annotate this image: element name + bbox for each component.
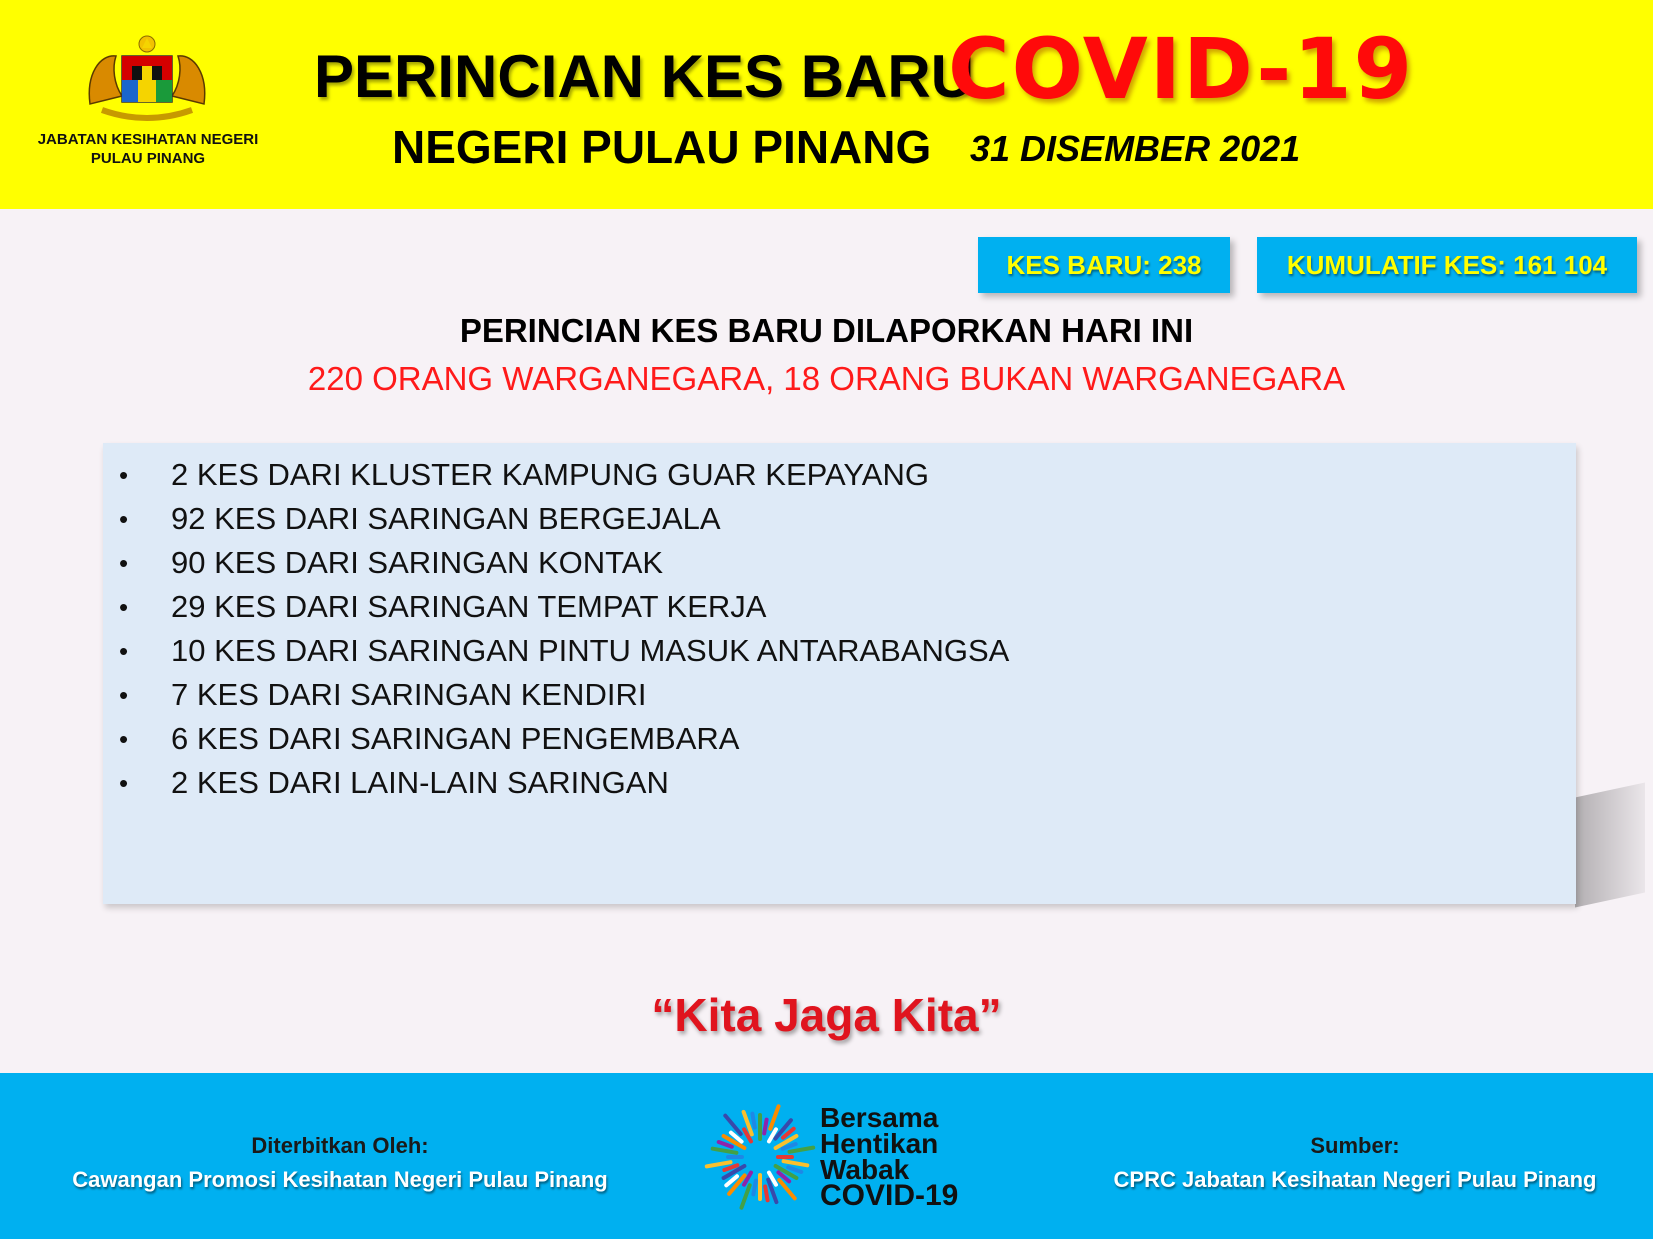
campaign-logo-text xyxy=(820,1102,959,1212)
state-title: NEGERI PULAU PINANG xyxy=(392,121,932,173)
case-text: 2 KES DARI LAIN-LAIN SARINGAN xyxy=(171,765,669,800)
header-banner xyxy=(0,0,1653,209)
case-text: 29 KES DARI SARINGAN TEMPAT KERJA xyxy=(171,589,767,624)
list-item xyxy=(103,497,1576,541)
burst-ray xyxy=(753,1181,755,1195)
case-details-box xyxy=(103,443,1576,904)
burst-ray xyxy=(719,1142,732,1147)
published-label: Diterbitkan Oleh: xyxy=(251,1133,429,1158)
bullet-icon: • xyxy=(119,592,129,622)
list-item xyxy=(103,673,1576,717)
burst-ray xyxy=(725,1116,740,1134)
burst-ray xyxy=(788,1167,801,1172)
malaysia-coat-of-arms-icon xyxy=(82,34,212,124)
burst-ray xyxy=(713,1149,737,1153)
source-name: CPRC Jabatan Kesihatan Negeri Pulau Pinang xyxy=(1113,1167,1597,1192)
summary-heading: PERINCIAN KES BARU DILAPORKAN HARI INI xyxy=(459,312,1194,349)
burst-ray xyxy=(764,1120,766,1134)
cumulative-cases-badge: KUMULATIF KES: 161 104 xyxy=(1257,237,1637,293)
list-item xyxy=(103,761,1576,805)
bullet-icon: • xyxy=(119,548,129,578)
department-line-2: PULAU PINANG xyxy=(90,150,206,167)
bullet-icon: • xyxy=(119,768,129,798)
campaign-word-4: COVID-19 xyxy=(820,1179,959,1212)
case-list xyxy=(103,453,1576,805)
list-item xyxy=(103,453,1576,497)
case-text: 2 KES DARI KLUSTER KAMPUNG GUAR KEPAYANG xyxy=(171,457,929,492)
burst-ray xyxy=(790,1148,814,1152)
bullet-icon: • xyxy=(119,636,129,666)
case-text: 10 KES DARI SARINGAN PINTU MASUK ANTARABANGSA xyxy=(171,633,1010,668)
source-label: Sumber: xyxy=(1310,1133,1400,1158)
box-shadow-decoration xyxy=(1575,783,1645,908)
report-date: 31 DISEMBER 2021 xyxy=(970,128,1301,169)
case-text: 90 KES DARI SARINGAN KONTAK xyxy=(171,545,664,580)
burst-ray xyxy=(779,1180,794,1198)
campaign-burst-icon xyxy=(700,1097,820,1217)
case-text: 92 KES DARI SARINGAN BERGEJALA xyxy=(171,501,721,536)
bullet-icon: • xyxy=(119,724,129,754)
footer xyxy=(0,1073,1653,1239)
department-line-1: JABATAN KESIHATAN NEGERI xyxy=(37,131,259,148)
bullet-icon: • xyxy=(119,460,129,490)
list-item xyxy=(103,541,1576,585)
nationality-breakdown: 220 ORANG WARGANEGARA, 18 ORANG BUKAN WARGANEGARA xyxy=(307,360,1346,397)
list-item xyxy=(103,629,1576,673)
slogan: “Kita Jaga Kita” xyxy=(651,989,1002,1041)
case-text: 6 KES DARI SARINGAN PENGEMBARA xyxy=(171,721,740,756)
list-item xyxy=(103,585,1576,629)
campaign-word-1: Bersama xyxy=(820,1102,939,1133)
campaign-word-3: Wabak xyxy=(820,1154,910,1185)
list-item xyxy=(103,717,1576,761)
bullet-icon: • xyxy=(119,680,129,710)
burst-ray xyxy=(765,1187,767,1201)
burst-ray xyxy=(784,1161,808,1165)
new-cases-badge: KES BARU: 238 xyxy=(978,237,1230,293)
burst-ray xyxy=(742,1185,750,1208)
burst-ray xyxy=(752,1114,754,1128)
covid-title: COVID-19 xyxy=(948,20,1415,118)
page-title: PERINCIAN KES BARU xyxy=(314,43,975,110)
publisher-name: Cawangan Promosi Kesihatan Negeri Pulau Pinang xyxy=(72,1167,608,1192)
burst-ray xyxy=(707,1162,731,1166)
department-name xyxy=(18,130,278,168)
case-text: 7 KES DARI SARINGAN KENDIRI xyxy=(171,677,647,712)
bullet-icon: • xyxy=(119,504,129,534)
campaign-word-2: Hentikan xyxy=(820,1128,939,1159)
burst-ray xyxy=(770,1106,778,1129)
